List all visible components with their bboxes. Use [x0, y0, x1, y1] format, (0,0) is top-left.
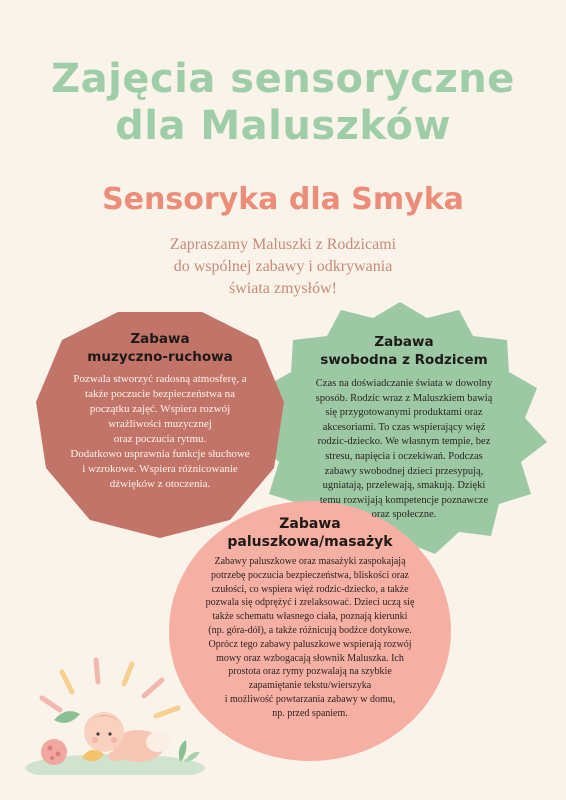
panel-description: [292, 377, 516, 523]
text-line: także schematu własnego ciała, poznają kierunki: [212, 611, 408, 623]
text-line: potrzebę poczucia bezpieczeństwa, bliskości oraz: [211, 569, 409, 581]
text-line: i możliwość powtarzania zabawy w domu,: [224, 693, 396, 705]
text-line: prostota oraz rymy pozwalają na szybkie: [228, 666, 392, 678]
text-line: rodzic-dziecko. We własnym tempie, bez: [317, 436, 491, 448]
text-line: i wzrokowe. Wspiera różnicowanie: [82, 463, 238, 475]
text-line: Pozwala stworzyć radosną atmosferę, a: [73, 373, 247, 385]
text-line: sposób. Rodzic wraz z Maluszkiem bawią: [315, 392, 493, 404]
plant-icon: [179, 740, 187, 762]
baby-head: [84, 712, 124, 752]
text-line: pozwala się odprężyć i zrelaksować. Dzieci uczą się: [205, 597, 415, 609]
text-line: oraz społeczne.: [371, 509, 437, 521]
leaf-icon: [54, 711, 80, 723]
panel-title: [292, 333, 516, 369]
title-line-2: dla Maluszków: [115, 103, 451, 149]
sunburst-rays-icon: [42, 660, 178, 716]
panel-title-line: swobodna z Rodzicem: [320, 352, 488, 368]
baby-crawling-illustration: [20, 650, 205, 775]
intro-line: Zapraszamy Maluszki z Rodzicami: [169, 236, 397, 253]
intro-line: do wspólnej zabawy i odkrywania: [173, 258, 393, 275]
text-line: np. przed spaniem.: [272, 707, 348, 719]
page-title: [0, 56, 566, 150]
text-line: (np. góra-dół), a także różnicują bodźce dotykowe.: [208, 624, 412, 636]
text-line: czułości, co wspiera więź rodzic-dziecko, a także: [211, 583, 409, 595]
toy-ball-icon: [41, 739, 67, 765]
text-line: się przygotowanymi produktami oraz: [325, 407, 483, 419]
text-line: dźwięków z otoczenia.: [109, 478, 211, 490]
panel-title: [58, 330, 262, 366]
panel-title-line: Zabawa: [279, 516, 341, 532]
text-line: ugniatają, przelewają, smakują. Dzięki: [322, 480, 486, 492]
text-line: Zabawy paluszkowe oraz masażyki zaspokajają: [214, 556, 406, 567]
text-line: początku zajęć. Wspiera rozwój: [89, 403, 231, 415]
text-line: zapamiętanie tekstu/wierszyka: [248, 680, 372, 692]
text-line: Oprócz tego zabawy paluszkowe wspierają rozwój: [208, 638, 412, 650]
text-line: zabawy swobodnej dzieci przesypują,: [324, 465, 484, 477]
intro-line: świata zmysłów!: [229, 280, 337, 297]
text-line: oraz poczucia rytmu.: [113, 433, 207, 445]
panel-description: [185, 555, 435, 721]
panel-description: [58, 372, 262, 492]
panel-title-line: paluszkowa/masażyk: [227, 534, 393, 550]
panel-title: [185, 515, 435, 551]
text-line: temu rozwijają kompetencje poznawcze: [319, 494, 489, 506]
text-line: wrażliwości muzycznej: [108, 418, 212, 430]
text-line: Dodatkowo usprawnia funkcje słuchowe: [70, 448, 250, 460]
text-line: akcesoriami. To czas wspierający więź: [322, 421, 486, 433]
text-line: Czas na doświadczanie świata w dowolny: [315, 378, 493, 389]
panel-title-line: muzyczno-ruchowa: [87, 349, 233, 365]
intro-text: [0, 234, 566, 300]
title-line-1: Zajęcia sensoryczne: [51, 56, 515, 102]
page-subtitle: Sensoryka dla Smyka: [102, 182, 464, 217]
panel-title-line: Zabawa: [374, 334, 434, 350]
panel-title-line: Zabawa: [130, 331, 190, 347]
text-line: stresu, napięcia i oczekiwań. Podczas: [325, 450, 483, 462]
text-line: mowy oraz wzbogacają słownik Maluszka. Ich: [216, 652, 404, 664]
text-line: także poczucie bezpieczeństwa na: [85, 388, 235, 400]
panel-finger-play: [185, 515, 435, 721]
panel-music-movement: [58, 330, 262, 492]
panel-free-play: [292, 333, 516, 523]
